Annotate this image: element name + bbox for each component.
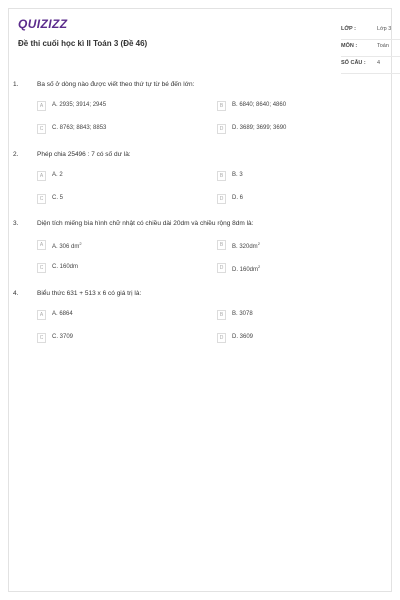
question-number: 1. <box>13 81 19 88</box>
option-letter-box: A <box>37 240 46 250</box>
option-text: C. 3709 <box>52 334 74 340</box>
meta-value: 4 <box>377 60 381 66</box>
question-number: 2. <box>13 151 19 158</box>
option-letter-box: D <box>217 333 226 343</box>
option-text: D. 3689; 3699; 3690 <box>232 125 287 131</box>
option-text: C. 5 <box>52 195 64 201</box>
worksheet-page <box>8 8 392 592</box>
option-letter-box: D <box>217 263 226 273</box>
superscript: 2 <box>79 241 82 246</box>
option-text <box>52 241 82 250</box>
question-text: Phép chia 25496 : 7 có số dư là: <box>37 151 131 158</box>
option-letter-box: D <box>217 194 226 204</box>
option-letter-box: A <box>37 171 46 181</box>
meta-label: SỐ CÂU : <box>341 60 366 66</box>
option-letter-box: C <box>37 124 46 134</box>
meta-row-class <box>341 23 400 40</box>
superscript: 2 <box>258 264 261 269</box>
option-letter-box: D <box>217 124 226 134</box>
option-letter-box: C <box>37 333 46 343</box>
meta-row-question-count <box>341 57 400 74</box>
worksheet-header <box>17 15 393 75</box>
option-letter-box: A <box>37 310 46 320</box>
option-letter-box: B <box>217 310 226 320</box>
option-text: D. 6 <box>232 195 244 201</box>
question-number: 3. <box>13 220 19 227</box>
option-letter-box: C <box>37 263 46 273</box>
meta-value: Lớp 3 <box>377 26 392 32</box>
option-letter-box: B <box>217 101 226 111</box>
option-text <box>232 264 260 273</box>
option-text-value: A. 306 dm <box>52 244 80 250</box>
meta-label: LỚP : <box>341 26 356 32</box>
option-text: B. 3 <box>232 172 243 178</box>
option-text: A. 2935; 3914; 2945 <box>52 102 107 108</box>
option-text <box>232 241 260 250</box>
option-text: D. 3609 <box>232 334 254 340</box>
superscript: 2 <box>257 241 260 246</box>
option-text: C. 160dm <box>52 264 79 270</box>
meta-value: Toán <box>377 43 389 49</box>
meta-table <box>341 23 400 74</box>
meta-label: MÔN : <box>341 43 358 49</box>
option-text-value: B. 320dm <box>232 244 258 250</box>
meta-row-subject <box>341 40 400 57</box>
worksheet-title: Đề thi cuối học kì II Toán 3 (Đề 46) <box>18 39 148 48</box>
option-text: A. 6864 <box>52 311 73 317</box>
option-letter-box: C <box>37 194 46 204</box>
option-text: B. 3078 <box>232 311 253 317</box>
option-text-value: D. 160dm <box>232 267 259 273</box>
question-text: Ba số ở dòng nào được viết theo thứ tự từ bé đến lớn: <box>37 81 195 88</box>
option-letter-box: B <box>217 171 226 181</box>
question-number: 4. <box>13 290 19 297</box>
quizizz-logo: QUIZIZZ <box>18 17 68 31</box>
option-text: C. 8763; 8843; 8853 <box>52 125 107 131</box>
option-letter-box: A <box>37 101 46 111</box>
option-text: B. 6840; 8640; 4860 <box>232 102 287 108</box>
question-text: Diện tích miếng bìa hình chữ nhật có chiều dài 20dm và chiều rộng 8dm là: <box>37 220 254 227</box>
question-text: Biểu thức 631 + 513 x 6 có giá trị là: <box>37 290 142 297</box>
option-letter-box: B <box>217 240 226 250</box>
option-text: A. 2 <box>52 172 63 178</box>
